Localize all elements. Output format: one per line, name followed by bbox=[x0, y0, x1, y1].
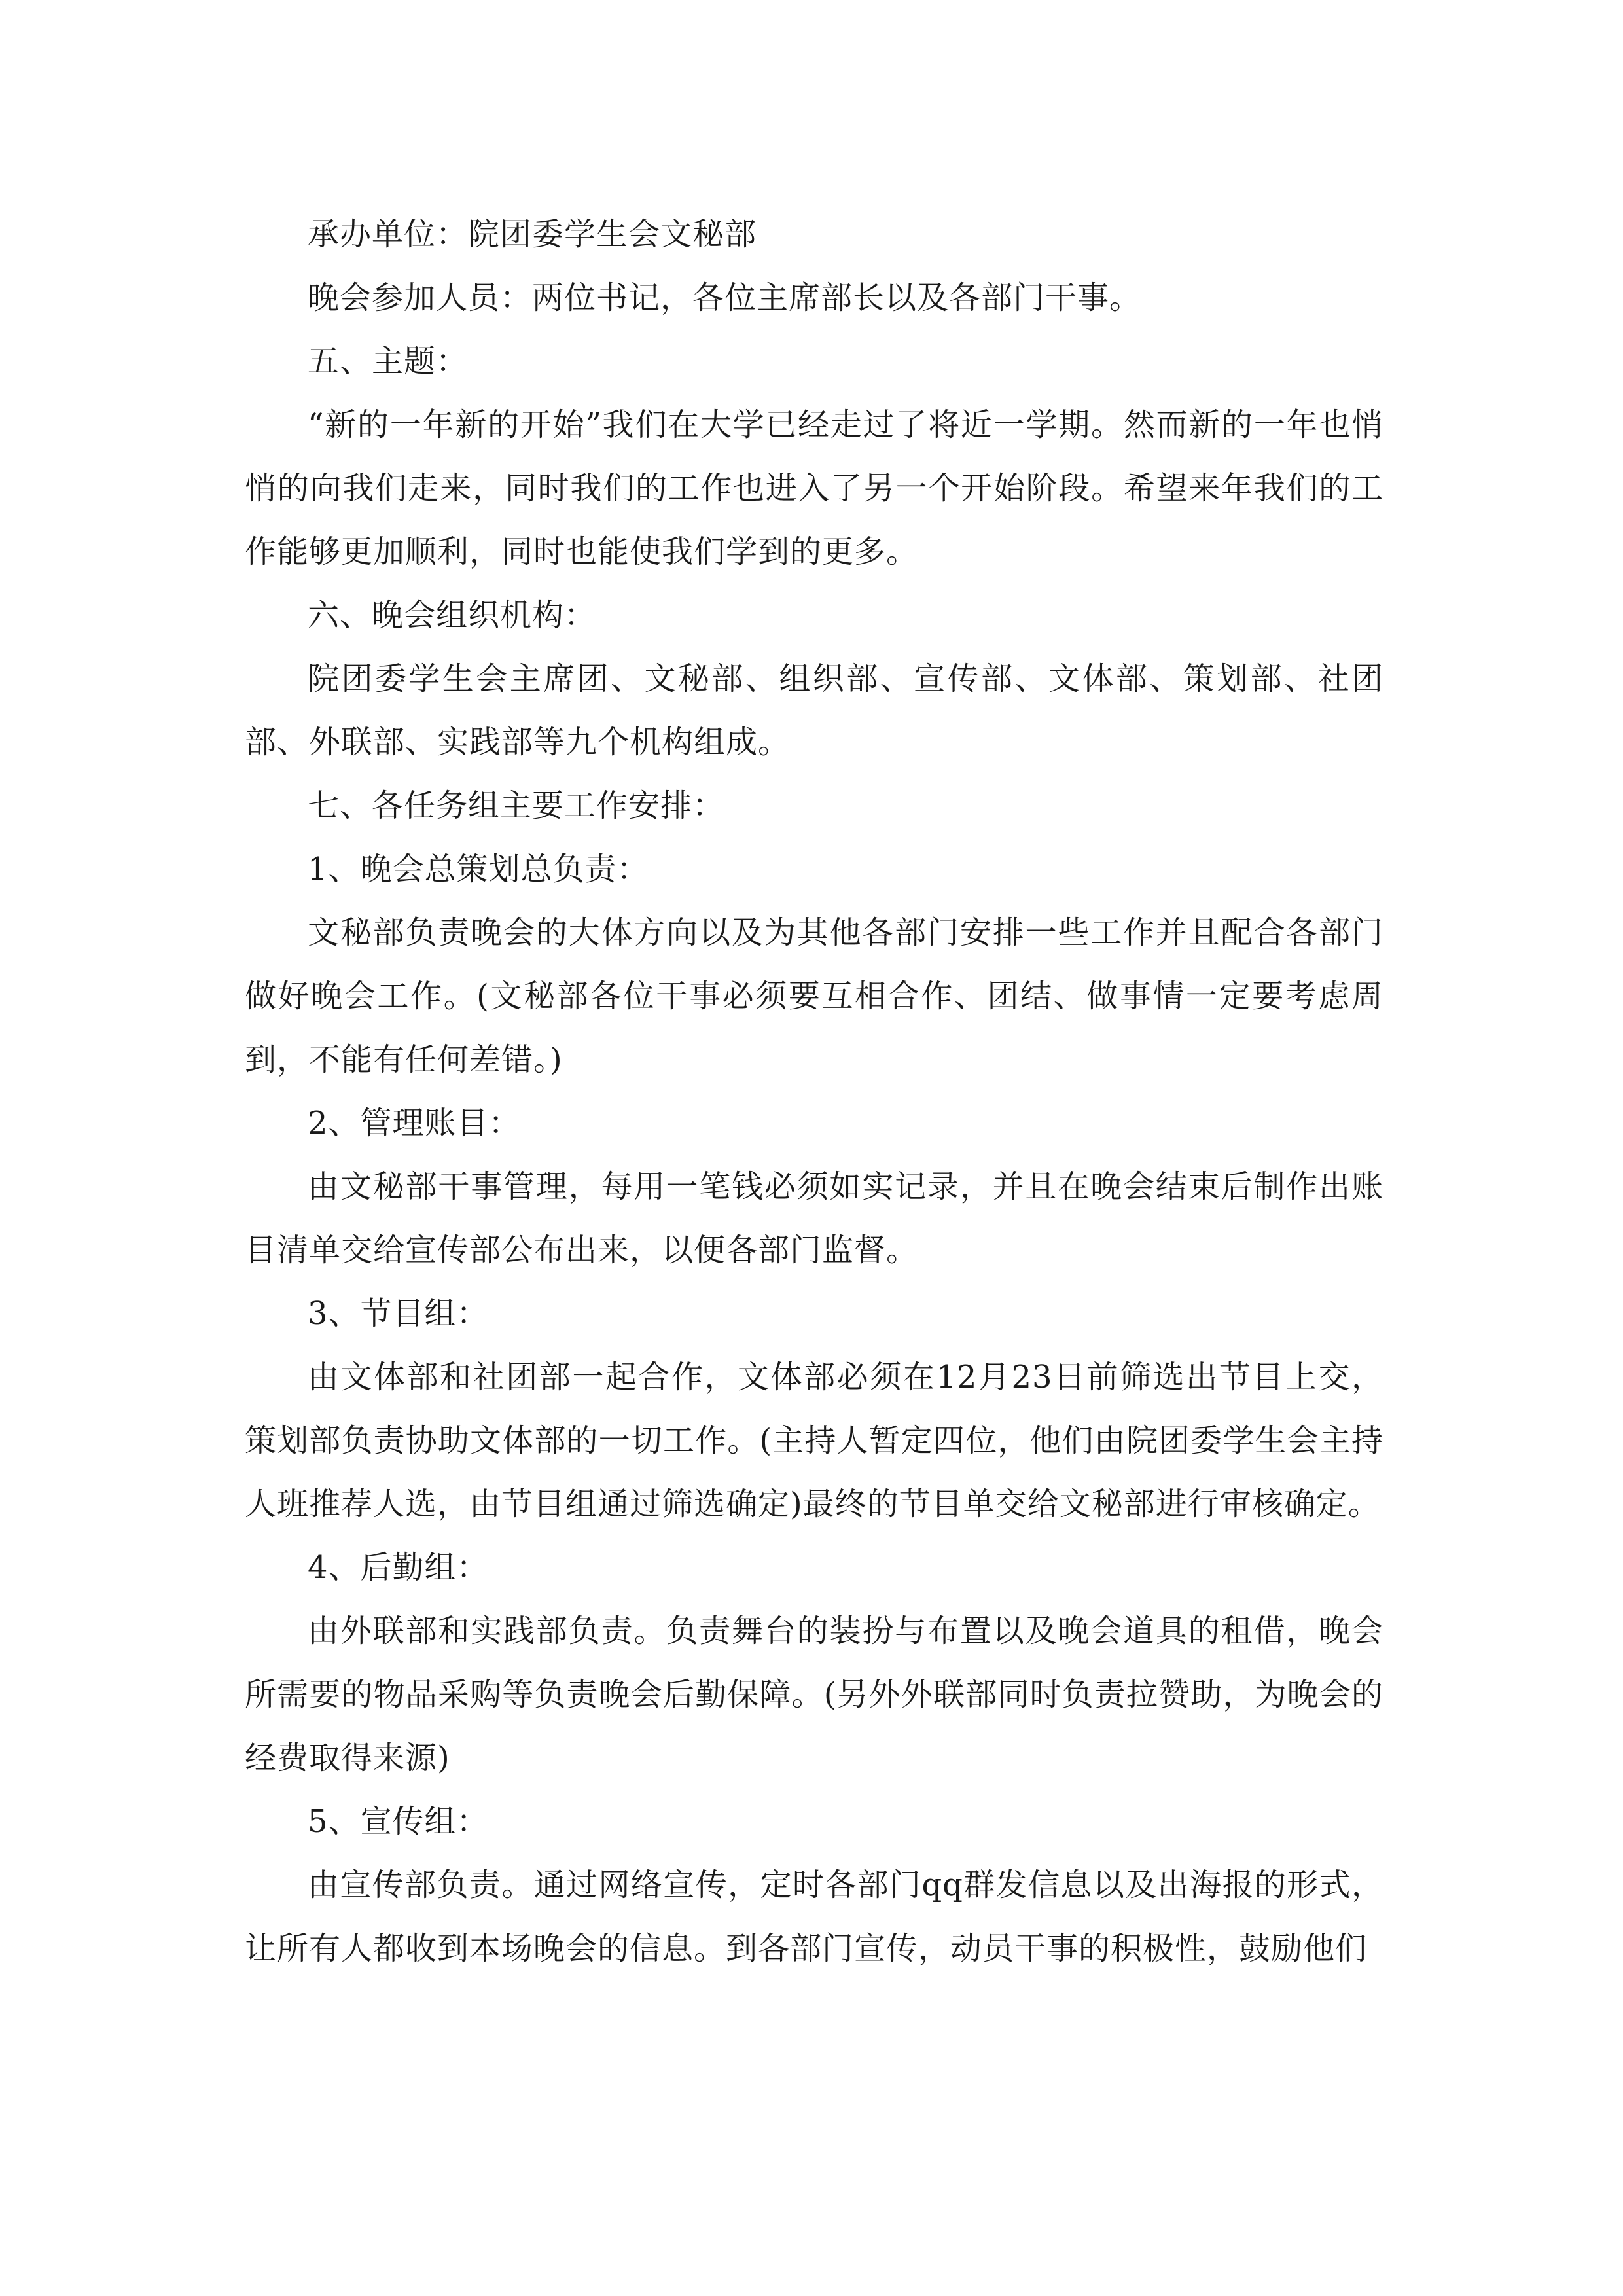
heading-task-arrangement: 七、各任务组主要工作安排： bbox=[308, 787, 725, 824]
heading-organization: 六、晚会组织机构： bbox=[308, 597, 597, 634]
heading-task-1: 1、晚会总策划总负责： bbox=[308, 851, 649, 888]
document-body bbox=[245, 203, 1383, 1981]
paragraph-task-4: 由外联部和实践部负责。负责舞台的装扮与布置以及晚会道具的租借，晚会所需要的物品采购等负责晚会后勤保障。(另外外联部同时负责拉赞助，为晚会的经费取得来源) bbox=[245, 1613, 1383, 1776]
heading-task-4: 4、后勤组： bbox=[308, 1549, 489, 1586]
paragraph-task-2: 由文秘部干事管理，每用一笔钱必须如实记录，并且在晚会结束后制作出账目清单交给宣传部公布出来，以便各部门监督。 bbox=[245, 1168, 1383, 1268]
paragraph-theme: “新的一年新的开始”我们在大学已经走过了将近一学期。然而新的一年也悄悄的向我们走来，同时我们的工作也进入了另一个开始阶段。希望来年我们的工作能够更加顺利，同时也能使我们学到的更多。 bbox=[245, 406, 1383, 570]
heading-task-3: 3、节目组： bbox=[308, 1295, 489, 1332]
heading-task-5: 5、宣传组： bbox=[308, 1803, 489, 1840]
paragraph-task-3: 由文体部和社团部一起合作，文体部必须在12月23日前筛选出节目上交，策划部负责协助文体部的一切工作。(主持人暂定四位，他们由院团委学生会主持人班推荐人选，由节目组通过筛选确定)最终的节目单交给文秘部进行审核确定。 bbox=[245, 1359, 1383, 1522]
paragraph-organizer: 承办单位：院团委学生会文秘部 bbox=[308, 216, 757, 253]
heading-theme: 五、主题： bbox=[308, 343, 469, 380]
paragraph-task-1: 文秘部负责晚会的大体方向以及为其他各部门安排一些工作并且配合各部门做好晚会工作。(文秘部各位干事必须要互相合作、团结、做事情一定要考虑周到，不能有任何差错。) bbox=[245, 914, 1383, 1078]
paragraph-organization: 院团委学生会主席团、文秘部、组织部、宣传部、文体部、策划部、社团部、外联部、实践部等九个机构组成。 bbox=[245, 660, 1383, 761]
paragraph-task-5: 由宣传部负责。通过网络宣传，定时各部门qq群发信息以及出海报的形式，让所有人都收到本场晚会的信息。到各部门宣传，动员干事的积极性，鼓励他们 bbox=[245, 1867, 1383, 1967]
paragraph-participants: 晚会参加人员：两位书记，各位主席部长以及各部门干事。 bbox=[308, 279, 1142, 316]
heading-task-2: 2、管理账目： bbox=[308, 1105, 521, 1141]
